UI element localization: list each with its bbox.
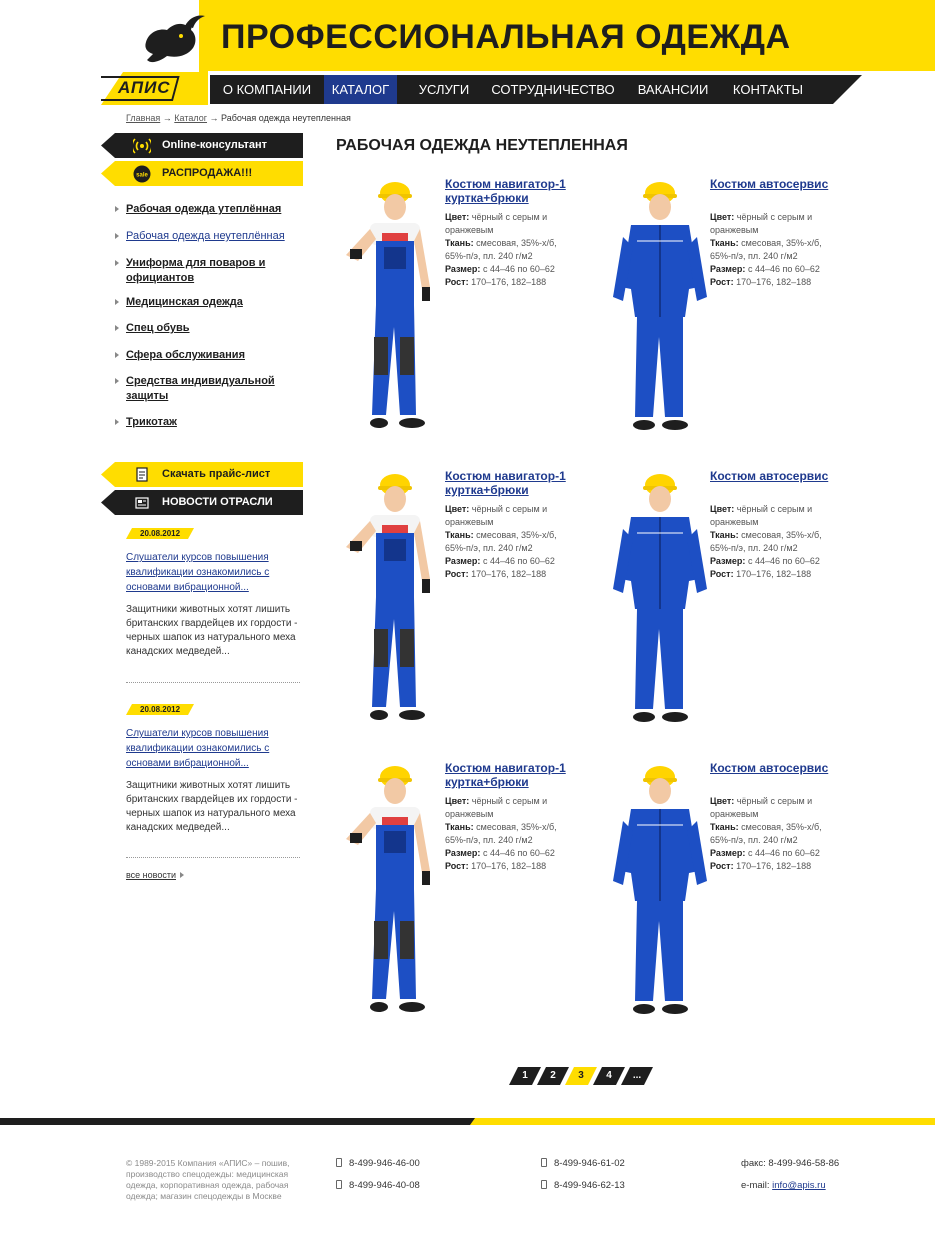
- product-specs: [445, 795, 570, 873]
- product-image[interactable]: [601, 177, 719, 437]
- spec-fabric: Ткань: смесовая, 35%-х/б, 65%-п/э, пл. 240 г/м2: [710, 530, 822, 553]
- product-card: [601, 761, 861, 1031]
- phone-icon: [541, 1180, 547, 1189]
- online-consultant-label: Online-консультант: [162, 139, 268, 151]
- email-contact: e-mail: info@apis.ru: [741, 1180, 826, 1191]
- spec-height: Рост: 170–176, 182–188: [445, 861, 547, 871]
- news-link[interactable]: Слушатели курсов повышения квалификации ознакомились с основами вибрационной...: [126, 728, 270, 769]
- footer-stripe: [0, 1118, 935, 1125]
- spec-height: Рост: 170–176, 182–188: [445, 569, 547, 579]
- page-4-button[interactable]: 4: [593, 1067, 625, 1085]
- product-specs: [710, 211, 835, 289]
- breadcrumb: [126, 113, 351, 123]
- nav-item-contacts[interactable]: КОНТАКТЫ: [732, 82, 804, 97]
- phone-number: 8-499-946-46-00: [336, 1158, 420, 1169]
- spec-size: Размер: с 44–46 по 60–62: [445, 264, 555, 274]
- product-card: [336, 469, 596, 739]
- spec-size: Размер: с 44–46 по 60–62: [710, 556, 820, 566]
- spec-height: Рост: 170–176, 182–188: [445, 277, 547, 287]
- product-specs: [710, 503, 835, 581]
- sale-icon: [133, 165, 151, 183]
- spec-fabric: Ткань: смесовая, 35%-х/б, 65%-п/э, пл. 240 г/м2: [445, 238, 557, 261]
- spec-height: Рост: 170–176, 182–188: [710, 277, 812, 287]
- page-more-button[interactable]: ...: [621, 1067, 653, 1085]
- spec-size: Размер: с 44–46 по 60–62: [445, 556, 555, 566]
- download-price-list-button[interactable]: [101, 462, 303, 487]
- product-specs: [445, 503, 570, 581]
- logo-text: АПИС: [118, 78, 171, 97]
- pagination: [509, 1067, 663, 1085]
- sale-button[interactable]: [101, 161, 303, 186]
- spec-color: Цвет: чёрный с серым и оранжевым: [445, 796, 548, 819]
- product-title-link[interactable]: Костюм автосервис: [710, 177, 829, 191]
- page-title: РАБОЧАЯ ОДЕЖДА НЕУТЕПЛЕННАЯ: [336, 137, 628, 154]
- nav-item-vacancies[interactable]: ВАКАНСИИ: [637, 82, 709, 97]
- spec-height: Рост: 170–176, 182–188: [710, 569, 812, 579]
- online-consultant-button[interactable]: [101, 133, 303, 158]
- product-image[interactable]: [336, 469, 454, 729]
- page-3-button[interactable]: 3: [565, 1067, 597, 1085]
- product-specs: [445, 211, 570, 289]
- breadcrumb-home[interactable]: Главная: [126, 113, 161, 123]
- breadcrumb-catalog[interactable]: Каталог: [174, 113, 208, 123]
- spec-size: Размер: с 44–46 по 60–62: [445, 848, 555, 858]
- product-specs: [710, 795, 835, 873]
- arrow-right-icon: [180, 872, 184, 878]
- news-summary: Защитники животных хотят лишить британских гвардейцев их гордости - черных шапок из натурального меха канадских медведей...: [126, 604, 298, 657]
- document-icon: [133, 466, 151, 484]
- phone-number: 8-499-946-40-08: [336, 1180, 420, 1191]
- product-card: [336, 177, 596, 447]
- fax-number: факс: 8-499-946-58-86: [741, 1158, 840, 1169]
- nav-item-catalog[interactable]: КАТАЛОГ: [324, 75, 397, 104]
- svg-text:sale: sale: [136, 172, 148, 179]
- arrow-right-icon: [115, 325, 119, 331]
- arrow-right-icon: [115, 378, 119, 384]
- nav-item-services[interactable]: УСЛУГИ: [418, 82, 470, 97]
- arrow-right-icon: [115, 352, 119, 358]
- arrow-right-icon: [115, 206, 119, 212]
- news-divider: [126, 857, 300, 858]
- product-title-link[interactable]: Костюм навигатор-1 куртка+брюки: [445, 469, 566, 497]
- phone-icon: [336, 1158, 342, 1167]
- spec-fabric: Ткань: смесовая, 35%-х/б, 65%-п/э, пл. 240 г/м2: [710, 238, 822, 261]
- product-title-link[interactable]: Костюм автосервис: [710, 469, 829, 483]
- download-price-list-label: Скачать прайс-лист: [162, 468, 271, 480]
- arrow-right-icon: [115, 233, 119, 239]
- spec-color: Цвет: чёрный с серым и оранжевым: [710, 504, 813, 527]
- spec-color: Цвет: чёрный с серым и оранжевым: [445, 504, 548, 527]
- news-date: 20.08.2012: [140, 705, 181, 714]
- spec-color: Цвет: чёрный с серым и оранжевым: [710, 796, 813, 819]
- product-image[interactable]: [601, 761, 719, 1021]
- phone-number: 8-499-946-62-13: [541, 1180, 625, 1191]
- phone-number: 8-499-946-61-02: [541, 1158, 625, 1169]
- product-card: [601, 177, 861, 447]
- product-image[interactable]: [601, 469, 719, 729]
- product-image[interactable]: [336, 177, 454, 437]
- sale-label: РАСПРОДАЖА!!!: [162, 167, 253, 179]
- spec-color: Цвет: чёрный с серым и оранжевым: [710, 212, 813, 235]
- nav-item-cooperation[interactable]: СОТРУДНИЧЕСТВО: [491, 82, 615, 97]
- spec-size: Размер: с 44–46 по 60–62: [710, 848, 820, 858]
- news-icon: [133, 494, 151, 512]
- email-link[interactable]: info@apis.ru: [772, 1180, 826, 1191]
- spec-size: Размер: с 44–46 по 60–62: [710, 264, 820, 274]
- news-date-badge: [126, 528, 194, 539]
- spec-fabric: Ткань: смесовая, 35%-х/б, 65%-п/э, пл. 240 г/м2: [445, 822, 557, 845]
- product-card: [336, 761, 596, 1031]
- page-2-button[interactable]: 2: [537, 1067, 569, 1085]
- all-news-link[interactable]: все новости: [126, 870, 184, 880]
- breadcrumb-separator: →: [209, 113, 219, 123]
- product-title-link[interactable]: Костюм автосервис: [710, 761, 829, 775]
- breadcrumb-separator: →: [162, 113, 172, 123]
- breadcrumb-current: Рабочая одежда неутепленная: [221, 113, 351, 123]
- spec-color: Цвет: чёрный с серым и оранжевым: [445, 212, 548, 235]
- spec-height: Рост: 170–176, 182–188: [710, 861, 812, 871]
- arrow-right-icon: [115, 299, 119, 305]
- product-title-link[interactable]: Костюм навигатор-1 куртка+брюки: [445, 177, 566, 205]
- site-title: ПРОФЕССИОНАЛЬНАЯ ОДЕЖДА: [221, 18, 791, 56]
- news-link[interactable]: Слушатели курсов повышения квалификации ознакомились с основами вибрационной...: [126, 552, 270, 593]
- copyright: © 1989-2015 Компания «АПИС» – пошив, производство спецодежды: медицинская одежда, корпоративная одежда, рабочая одежда; магазин спецодежды в Москве: [126, 1158, 290, 1201]
- signal-icon: [133, 137, 151, 155]
- phone-icon: [541, 1158, 547, 1167]
- arrow-right-icon: [115, 419, 119, 425]
- product-title-link[interactable]: Костюм навигатор-1 куртка+брюки: [445, 761, 566, 789]
- phone-icon: [336, 1180, 342, 1189]
- spec-fabric: Ткань: смесовая, 35%-х/б, 65%-п/э, пл. 240 г/м2: [445, 530, 557, 553]
- arrow-right-icon: [115, 260, 119, 266]
- main-nav: [210, 75, 862, 104]
- news-date-badge: [126, 704, 194, 715]
- industry-news-title: НОВОСТИ ОТРАСЛИ: [162, 496, 273, 508]
- news-date: 20.08.2012: [140, 529, 181, 538]
- industry-news-header: [101, 490, 303, 515]
- nav-item-company[interactable]: О КОМПАНИИ: [222, 82, 312, 97]
- news-summary: Защитники животных хотят лишить британских гвардейцев их гордости - черных шапок из натурального меха канадских медведей...: [126, 780, 298, 833]
- spec-fabric: Ткань: смесовая, 35%-х/б, 65%-п/э, пл. 240 г/м2: [710, 822, 822, 845]
- page-1-button[interactable]: 1: [509, 1067, 541, 1085]
- product-image[interactable]: [336, 761, 454, 1021]
- news-divider: [126, 682, 300, 683]
- product-card: [601, 469, 861, 739]
